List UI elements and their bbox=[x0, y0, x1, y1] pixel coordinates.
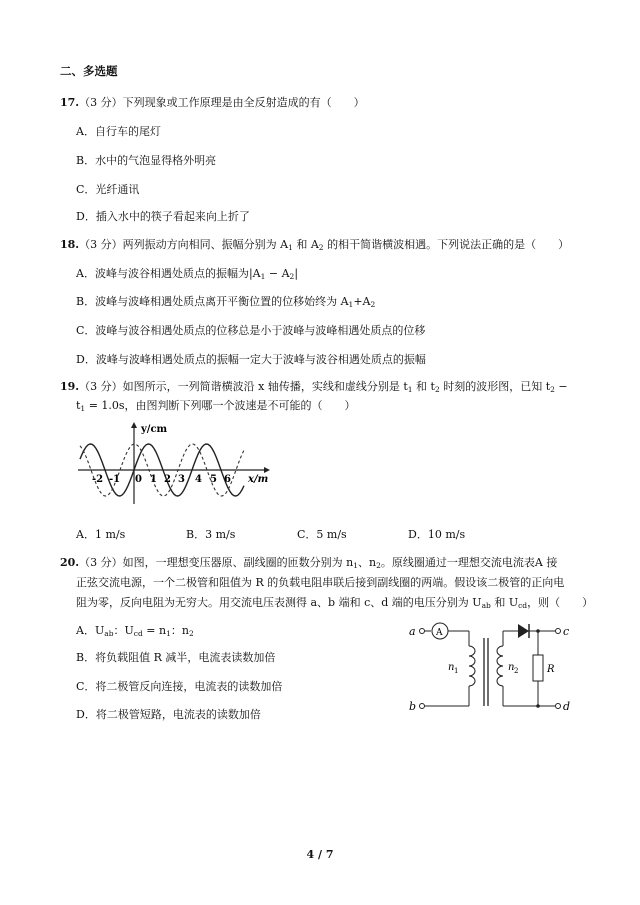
resistor bbox=[533, 655, 543, 681]
q20-text: 阻为零，反向电阻为无穷大。用交流电压表测得 a、b 端和 c、d 端的电压分别为 U bbox=[76, 596, 482, 609]
label-n1: n bbox=[448, 662, 455, 673]
option-19d: D．10 m/s bbox=[408, 528, 466, 541]
option-sub: 2 bbox=[370, 300, 376, 309]
label-n1-sub: 1 bbox=[454, 667, 459, 675]
q20-sub: cd bbox=[518, 601, 528, 610]
q19-text: 和 t bbox=[412, 380, 435, 393]
option-sub: 1 bbox=[348, 300, 354, 309]
section-title: 二、多选题 bbox=[60, 64, 118, 78]
question-20-line2: 正弦交流电源，一个二极管和阻值为 R 的负载电阻串联后接到副线圈的两端。假设该二极管的正向电 bbox=[76, 576, 565, 589]
q19-text: = 1.0s，由图判断下列哪一个波速是不可能的（ ） bbox=[85, 399, 356, 412]
question-text: （3 分）下列现象或工作原理是由全反射造成的有（ ） bbox=[79, 96, 365, 109]
option-text: B．波峰与波峰相遇处质点离开平衡位置的位移始终为 A bbox=[76, 295, 349, 308]
q18-sub1: 1 bbox=[288, 243, 293, 252]
q20-text: ，则（ ） bbox=[527, 596, 594, 609]
question-number: 20. bbox=[60, 556, 80, 569]
tick-label: 4 bbox=[195, 474, 202, 485]
q19-sub: 1 bbox=[407, 385, 413, 394]
option-17b: B．水中的气泡显得格外明亮 bbox=[76, 154, 217, 167]
tick-label: 6 bbox=[224, 474, 231, 485]
q19-sub: 2 bbox=[550, 385, 555, 394]
option-19a: A．1 m/s bbox=[76, 528, 126, 541]
tick-label: 0 bbox=[135, 474, 142, 485]
terminal-d bbox=[556, 704, 561, 709]
option-text: A．波峰与波谷相遇处质点的振幅为|A bbox=[76, 267, 261, 280]
option-sub: 1 bbox=[166, 629, 171, 638]
option-text: | bbox=[294, 267, 299, 280]
junction-dot bbox=[536, 629, 540, 633]
terminal-b bbox=[420, 704, 425, 709]
option-18a bbox=[76, 265, 298, 281]
option-18c: C．波峰与波谷相遇处质点的位移总是小于波峰与波峰相遇处质点的位移 bbox=[76, 324, 426, 337]
question-20-line3 bbox=[76, 594, 593, 610]
q20-sub: ab bbox=[481, 601, 491, 610]
option-17a: A．自行车的尾灯 bbox=[76, 125, 161, 138]
question-19-line2 bbox=[76, 397, 356, 413]
transformer-circuit bbox=[405, 618, 580, 718]
question-17 bbox=[60, 94, 365, 110]
tick-label: 2 bbox=[164, 474, 171, 485]
label-c: c bbox=[563, 625, 570, 638]
tick-label: -1 bbox=[109, 474, 121, 485]
q18-sub2: 2 bbox=[318, 243, 324, 252]
label-b: b bbox=[409, 700, 417, 713]
label-n2: n bbox=[508, 662, 515, 673]
q20-text: 。原线圈通过一理想交流电流表A 接 bbox=[380, 556, 558, 569]
option-text: A．U bbox=[76, 624, 105, 637]
option-text: = n bbox=[142, 624, 167, 637]
q20-sub: 2 bbox=[376, 561, 381, 570]
q18-text-b: 和 A bbox=[292, 238, 319, 251]
q18-text-c: 的相干简谐横波相遇。下列说法正确的是（ ） bbox=[323, 238, 570, 251]
tick-label: 1 bbox=[150, 474, 157, 485]
question-number: 19. bbox=[60, 380, 80, 393]
diode-symbol bbox=[518, 624, 529, 638]
q20-text: 和 U bbox=[490, 596, 519, 609]
q19-text: t bbox=[76, 399, 81, 412]
tick-label: -2 bbox=[92, 474, 104, 485]
option-20a bbox=[76, 622, 194, 638]
q19-sub: 1 bbox=[80, 404, 86, 413]
option-17d: D．插入水中的筷子看起来向上折了 bbox=[76, 210, 250, 223]
question-number: 17. bbox=[60, 96, 80, 109]
option-20c: C．将二极管反向连接，电流表的读数加倍 bbox=[76, 680, 283, 693]
page-number: 4 / 7 bbox=[306, 848, 334, 861]
primary-coil bbox=[469, 646, 475, 686]
option-18d: D．波峰与波峰相遇处质点的振幅一定大于波峰与波谷相遇处质点的振幅 bbox=[76, 353, 426, 366]
option-sub: cd bbox=[133, 629, 143, 638]
option-text: − A bbox=[265, 267, 290, 280]
question-18 bbox=[60, 236, 569, 252]
question-number: 18. bbox=[60, 238, 80, 251]
terminal-c bbox=[556, 629, 561, 634]
option-19c: C．5 m/s bbox=[297, 528, 347, 541]
option-17c: C．光纤通讯 bbox=[76, 183, 140, 196]
q19-text: （3 分）如图所示，一列简谐横波沿 x 轴传播，实线和虚线分别是 t bbox=[79, 380, 408, 393]
wave-figure bbox=[72, 418, 272, 508]
secondary-coil bbox=[497, 646, 503, 686]
option-sub: 2 bbox=[188, 629, 194, 638]
option-20b: B．将负载阻值 R 减半，电流表读数加倍 bbox=[76, 651, 276, 664]
y-axis-label: y/cm bbox=[141, 424, 168, 435]
x-axis-label: x/m bbox=[248, 474, 269, 485]
question-20-line1 bbox=[60, 554, 557, 570]
y-axis-arrow bbox=[131, 422, 137, 428]
option-sub: 1 bbox=[260, 272, 266, 281]
tick-label: 3 bbox=[178, 474, 185, 485]
option-18b bbox=[76, 293, 375, 309]
tick-label: 5 bbox=[210, 474, 217, 485]
option-sub: ab bbox=[104, 629, 114, 638]
terminal-a bbox=[420, 629, 425, 634]
q19-text: 时刻的波形图，已知 t bbox=[439, 380, 551, 393]
option-text: +A bbox=[353, 295, 371, 308]
q20-sub: 1 bbox=[353, 561, 358, 570]
junction-dot bbox=[536, 704, 540, 708]
q19-sub: 2 bbox=[434, 385, 440, 394]
label-a: a bbox=[409, 625, 416, 638]
option-20d: D．将二极管短路，电流表的读数加倍 bbox=[76, 708, 261, 721]
label-r: R bbox=[547, 664, 555, 675]
q18-text-a: （3 分）两列振动方向相同、振幅分别为 A bbox=[79, 238, 289, 251]
label-d: d bbox=[563, 700, 571, 713]
q20-text: 、n bbox=[358, 556, 377, 569]
option-19b: B．3 m/s bbox=[186, 528, 236, 541]
q19-text: − bbox=[554, 380, 568, 393]
ammeter-label: A bbox=[436, 628, 443, 638]
q20-text: （3 分）如图，一理想变压器原、副线圈的匝数分别为 n bbox=[79, 556, 354, 569]
label-n2-sub: 2 bbox=[514, 667, 519, 675]
option-sub: 2 bbox=[289, 272, 295, 281]
option-text: ：n bbox=[170, 624, 189, 637]
question-19-line1 bbox=[60, 378, 568, 394]
x-axis-arrow bbox=[264, 467, 270, 473]
option-text: ：U bbox=[113, 624, 134, 637]
